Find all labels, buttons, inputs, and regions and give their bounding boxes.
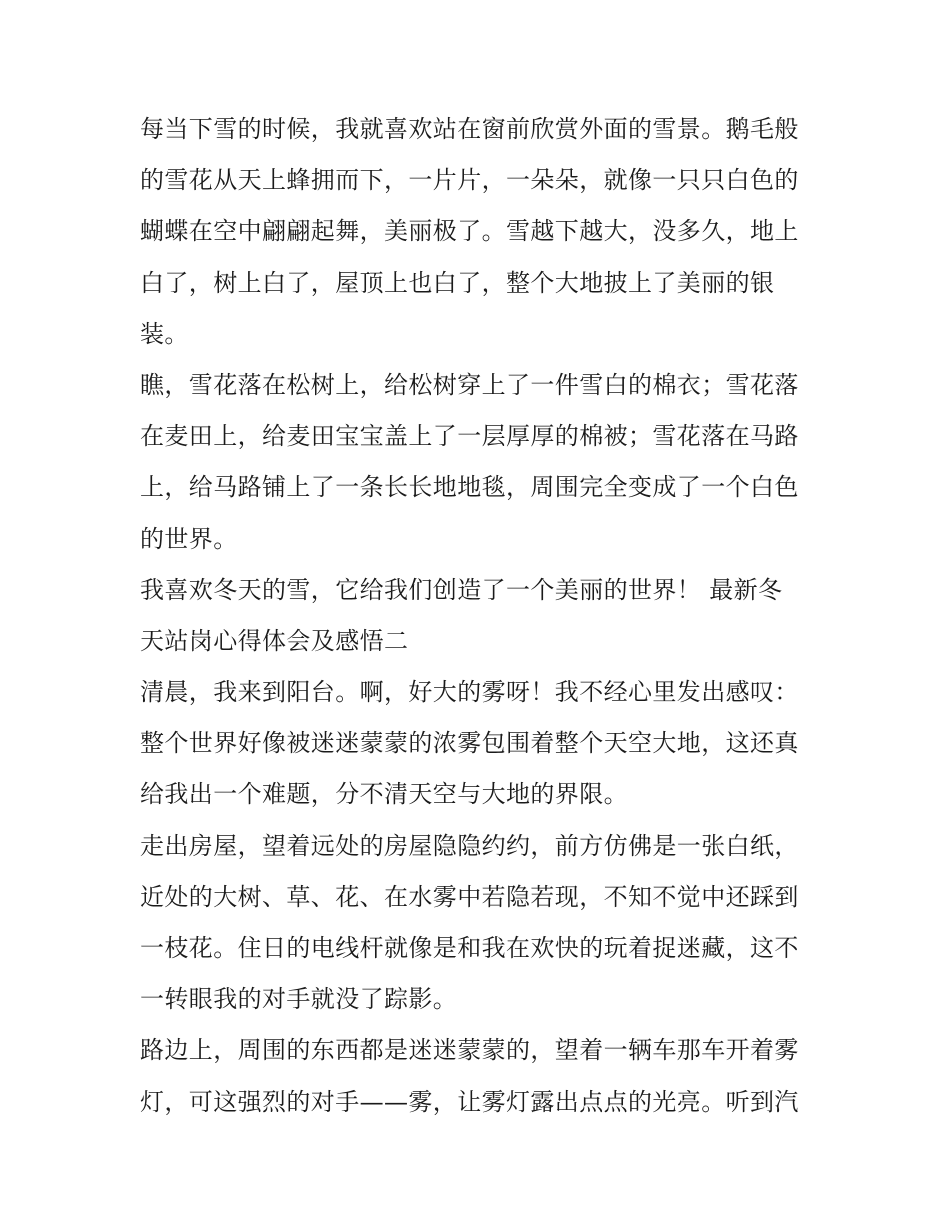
paragraph-love-snow: [140, 565, 815, 667]
text-line: 每当下雪的时候，我就喜欢站在窗前欣赏外面的雪景。鹅毛般: [140, 115, 799, 143]
paragraph-outside-house: [140, 821, 815, 1026]
text-line: 上，给马路铺上了一条长长地地毯，周围完全变成了一个白色: [140, 473, 799, 502]
text-line: 近处的大树、草、花、在水雾中若隐若现，不知不觉中还踩到: [140, 882, 799, 911]
text-line: 装。: [140, 319, 189, 348]
paragraph-snow-scene: [140, 104, 815, 360]
text-line: 灯，可这强烈的对手——雾，让雾灯露出点点的光亮。听到汽: [140, 1087, 799, 1116]
text-line: 一枝花。住日的电线杆就像是和我在欢快的玩着捉迷藏，这不: [140, 934, 799, 962]
text-line: 在麦田上，给麦田宝宝盖上了一层厚厚的棉被；雪花落在马路: [140, 422, 799, 451]
text-line: 路边上，周围的东西都是迷迷蒙蒙的，望着一辆车那车开着雾: [140, 1036, 799, 1065]
text-line: 清晨，我来到阳台。啊，好大的雾呀！我不经心里发出感叹：: [140, 678, 799, 707]
text-line: 瞧，雪花落在松树上，给松树穿上了一件雪白的棉衣；雪花落: [140, 370, 799, 399]
text-line: 的世界。: [140, 524, 238, 553]
text-line: 一转眼我的对手就没了踪影。: [140, 985, 458, 1014]
paragraph-roadside: [140, 1025, 815, 1127]
text-line: 整个世界好像被迷迷蒙蒙的浓雾包围着整个天空大地，这还真: [140, 729, 799, 758]
paragraph-snow-blanket: [140, 360, 815, 565]
document-page: [140, 104, 815, 1128]
text-line: 白了，树上白了，屋顶上也白了，整个大地披上了美丽的银: [140, 268, 775, 297]
text-line: 给我出一个难题，分不清天空与大地的界限。: [140, 780, 628, 809]
text-line: 蝴蝶在空中翩翩起舞，美丽极了。雪越下越大，没多久，地上: [140, 217, 799, 246]
text-line: 我喜欢冬天的雪，它给我们创造了一个美丽的世界！ 最新冬: [140, 575, 783, 604]
section-heading: 天站岗心得体会及感悟二: [140, 626, 409, 655]
text-line: 的雪花从天上蜂拥而下，一片片，一朵朵，就像一只只白色的: [140, 166, 799, 195]
paragraph-morning-fog: [140, 667, 815, 821]
text-line: 走出房屋，望着远处的房屋隐隐约约，前方仿佛是一张白纸，: [140, 831, 799, 860]
